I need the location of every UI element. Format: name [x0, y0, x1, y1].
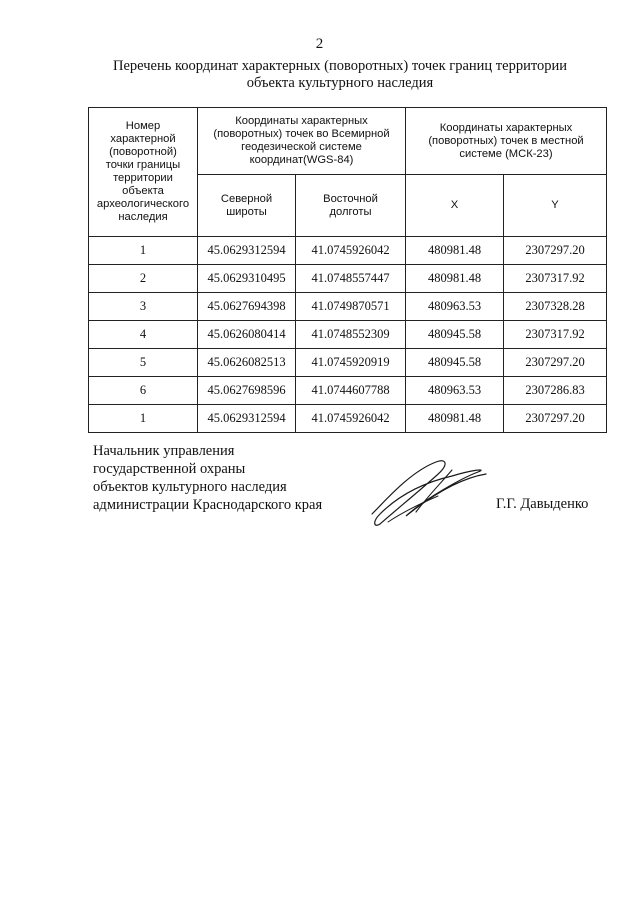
table-row [89, 349, 607, 377]
cell-latitude: 45.0627694398 [198, 293, 296, 321]
cell-x: 480981.48 [406, 265, 504, 293]
cell-y: 2307297.20 [504, 405, 607, 433]
cell-longitude: 41.0748552309 [296, 321, 406, 349]
header-latitude: Северной широты [198, 175, 296, 237]
cell-point-no: 3 [89, 293, 198, 321]
cell-latitude: 45.0629310495 [198, 265, 296, 293]
cell-y: 2307317.92 [504, 321, 607, 349]
document-title [60, 58, 620, 92]
cell-latitude: 45.0626082513 [198, 349, 296, 377]
cell-latitude: 45.0629312594 [198, 237, 296, 265]
header-msk23-group: Координаты характерных (поворотных) точек в местной системе (МСК-23) [406, 108, 607, 175]
table-row [89, 265, 607, 293]
cell-x: 480945.58 [406, 349, 504, 377]
signatory-position-line: администрации Краснодарского края [93, 497, 323, 513]
cell-latitude: 45.0626080414 [198, 321, 296, 349]
page-number: 2 [315, 36, 324, 52]
cell-y: 2307297.20 [504, 237, 607, 265]
title-line: Перечень координат характерных (поворотных) точек границ территории [112, 58, 568, 74]
signatory-position [93, 442, 322, 514]
cell-latitude: 45.0629312594 [198, 405, 296, 433]
cell-y: 2307317.92 [504, 265, 607, 293]
cell-y: 2307286.83 [504, 377, 607, 405]
cell-point-no: 4 [89, 321, 198, 349]
cell-longitude: 41.0748557447 [296, 265, 406, 293]
table-row [89, 293, 607, 321]
header-wgs84-group: Координаты характерных (поворотных) точек во Всемирной геодезической системе координат(WGS-84) [198, 108, 406, 175]
cell-y: 2307328.28 [504, 293, 607, 321]
signatory-position-line: Начальник управления [93, 443, 235, 459]
cell-longitude: 41.0745920919 [296, 349, 406, 377]
cell-x: 480945.58 [406, 321, 504, 349]
cell-x: 480981.48 [406, 405, 504, 433]
cell-longitude: 41.0745926042 [296, 405, 406, 433]
header-x: X [406, 175, 504, 237]
cell-longitude: 41.0745926042 [296, 237, 406, 265]
handwritten-signature [366, 452, 494, 532]
cell-point-no: 6 [89, 377, 198, 405]
signatory-position-line: государственной охраны [93, 461, 246, 477]
coordinates-table [88, 107, 607, 433]
table-row [89, 405, 607, 433]
header-y: Y [504, 175, 607, 237]
table-row [89, 237, 607, 265]
cell-point-no: 1 [89, 237, 198, 265]
signatory-position-line: объектов культурного наследия [93, 479, 287, 495]
title-line: объекта культурного наследия [246, 75, 434, 91]
cell-y: 2307297.20 [504, 349, 607, 377]
cell-point-no: 2 [89, 265, 198, 293]
cell-x: 480963.53 [406, 377, 504, 405]
table-row [89, 321, 607, 349]
cell-point-no: 5 [89, 349, 198, 377]
table-row [89, 377, 607, 405]
cell-x: 480963.53 [406, 293, 504, 321]
header-point-number: Номер характерной (поворотной) точки границы территории объекта археологического наследия [89, 108, 198, 237]
cell-longitude: 41.0749870571 [296, 293, 406, 321]
cell-longitude: 41.0744607788 [296, 377, 406, 405]
signatory-name: Г.Г. Давыденко [496, 496, 589, 512]
cell-x: 480981.48 [406, 237, 504, 265]
cell-point-no: 1 [89, 405, 198, 433]
header-longitude: Восточной долготы [296, 175, 406, 237]
cell-latitude: 45.0627698596 [198, 377, 296, 405]
